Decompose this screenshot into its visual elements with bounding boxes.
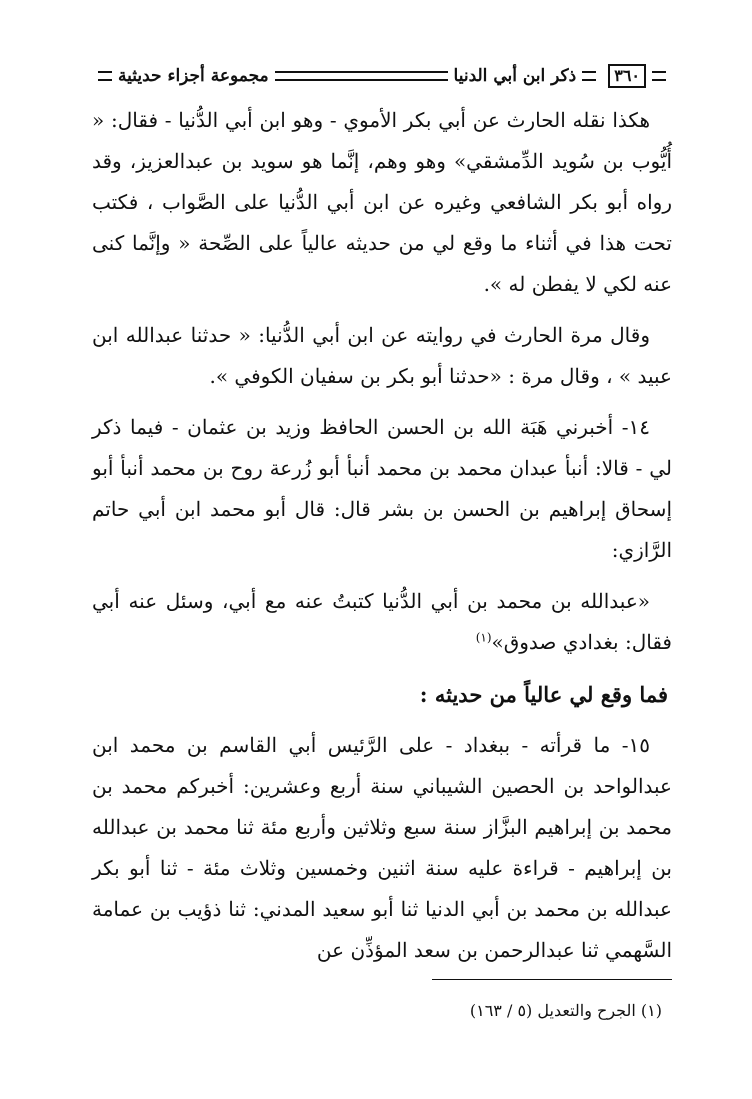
page-number: ٣٦٠ — [608, 64, 646, 88]
paragraph-4 — [92, 581, 672, 663]
running-header — [92, 58, 672, 94]
header-rule-right — [652, 71, 666, 81]
quotation-text: «عبدالله بن محمد بن أبي الدُّنيا كتبتُ عنه مع أبي، وسئل عنه أبي فقال: بغدادي صدوق» — [92, 589, 672, 654]
header-rule-middle — [275, 71, 448, 81]
footnote: (١) الجرح والتعديل (٥ / ١٦٣) — [469, 1001, 662, 1020]
document-page — [92, 58, 672, 1058]
paragraph-2: وقال مرة الحارث في روايته عن ابن أبي الدُّنيا: « حدثنا عبدالله ابن عبيد » ، وقال مرة : «حدثنا أبو بكر بن سفيان الكوفي ». — [92, 323, 672, 388]
chapter-title: ذكر ابن أبي الدنيا — [453, 66, 577, 86]
section-heading: فما وقع لي عالياً من حديثه : — [419, 682, 668, 707]
paragraph-1: هكذا نقله الحارث عن أبي بكر الأموي - وهو ابن أبي الدُّنيا - فقال: « أُيُّوب بن سُويد الدِّمشقي» وهو وهم، إنَّما هو سويد بن عبدالعزيز، وقد رواه أبو بكر الشافعي وغيره عن ابن أبي الدُّنيا على الصَّواب ، فكتب تحت هذا في أثناء ما وقع لي من حديثه عالياً على الصِّحة « وإنَّما كنى عنه لكي لا يفطن له ». — [92, 108, 672, 296]
paragraph-3: ١٤- أخبرني هَبَة الله بن الحسن الحافظ وزيد بن عثمان - فيما ذكر لي - قالا: أنبأ عبدان محمد بن محمد أنبأ أبو زُرعة روح بن محمد أنبأ أبو إسحاق إبراهيم بن الحسن بن بشر قال: قال أبو محمد ابن أبي حاتم الرَّازي: — [92, 415, 672, 562]
footnote-reference: (١) — [475, 630, 492, 645]
body-text — [92, 100, 672, 971]
header-rule-small — [582, 71, 596, 81]
footnote-separator — [432, 979, 672, 980]
paragraph-15: ١٥- ما قرأته - ببغداد - على الرَّئيس أبي القاسم بن محمد ابن عبدالواحد بن الحصين الشيباني سنة أربع وعشرين: أخبركم محمد بن محمد بن إبراهيم البزَّاز سنة سبع وثلاثين وأربع مئة ثنا محمد بن عبدالله بن إبراهيم - قراءة عليه سنة اثنين وخمسين وثلاث مئة - ثنا أبو بكر عبدالله بن محمد بن أبي الدنيا ثنا أبو سعيد المدني: ثنا ذؤيب بن عمامة السَّهمي ثنا عبدالرحمن بن سعد المؤذِّن عن — [92, 733, 672, 962]
book-title: مجموعة أجزاء حديثية — [118, 66, 269, 86]
header-rule-left — [98, 71, 112, 81]
